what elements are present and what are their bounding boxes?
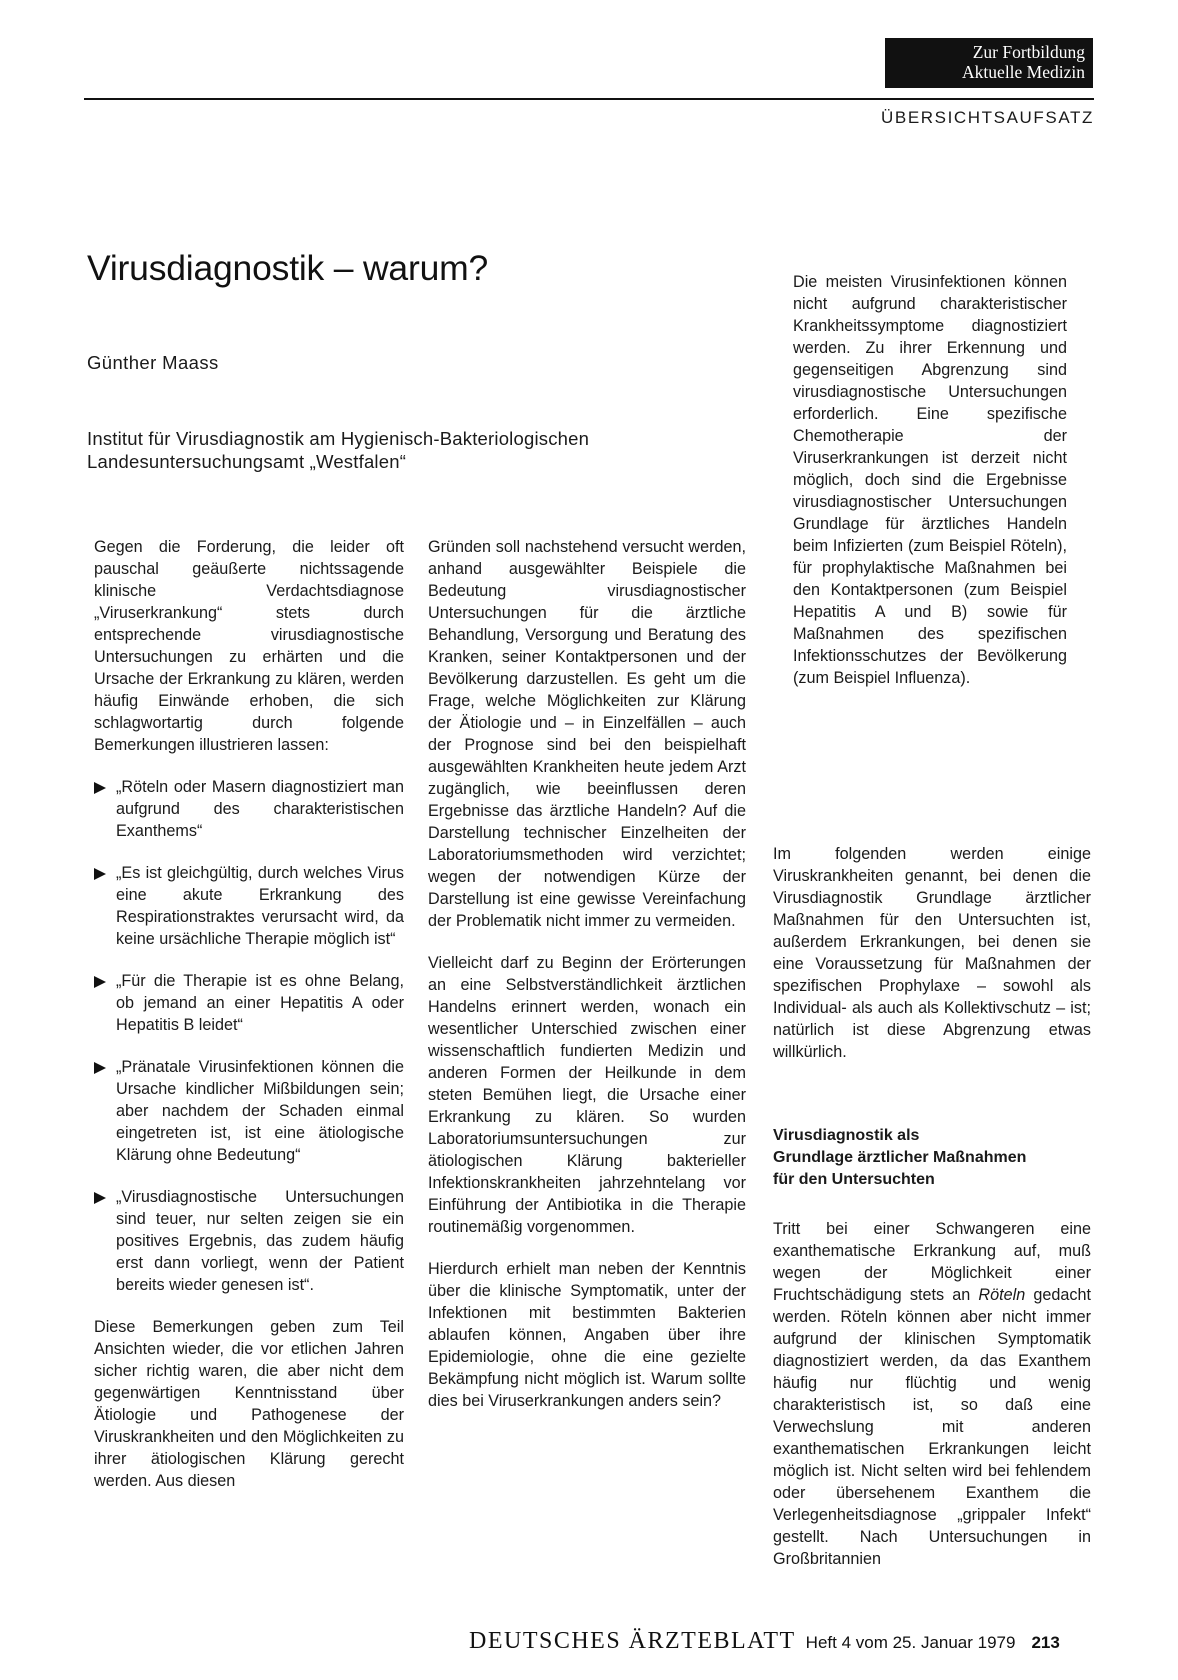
triangle-bullet-icon <box>94 868 106 880</box>
objection-text: „Pränatale Virusinfektionen können die Ursache kindlicher Mißbildungen sein; aber nachdem der Schaden einmal eingetreten ist, ist eine ätiologische Klärung ohne Bedeutung“ <box>116 1058 404 1164</box>
column-3-continued <box>773 1218 1091 1590</box>
body-paragraph: Im folgenden werden einige Viruskrankheiten genannt, bei denen die Virusdiagnostik Grundlage ärztlicher Maßnahmen für den Untersuchten ist, außerdem Erkrankungen, bei denen sie eine Voraussetzung für Maßnahmen der spezifischen Prophylaxe – sowohl als Individual- als auch als Kollektivschutz – ist; natürlich ist diese Abgrenzung etwas willkürlich. <box>773 845 1091 1061</box>
intro-paragraph: Gegen die Forderung, die leider oft pauschal geäußerte nichtssagende klinische Verdachtsdiagnose „Viruserkrankung“ stets durch entsprechende virusdiagnostische Untersuchungen zu erhärten und die Ursache der Erkrankung zu klären, werden häufig Einwände erhoben, die sich schlagwortartig durch folgende Bemerkungen illustrieren lassen: <box>94 538 404 754</box>
objection-text: „Für die Therapie ist es ohne Belang, ob jemand an einer Hepatitis A oder Hepatitis B leidet“ <box>116 972 404 1034</box>
affiliation-line-2: Landesuntersuchungsamt „Westfalen“ <box>87 451 407 472</box>
objection-item <box>94 776 404 842</box>
objection-text: „Es ist gleichgültig, durch welches Virus eine akute Erkrankung des Respirationstraktes verursacht wird, da keine ursächliche Therapie möglich ist“ <box>116 864 404 948</box>
heading-line-2: Grundlage ärztlicher Maßnahmen <box>773 1149 1027 1166</box>
column-3 <box>773 843 1091 1083</box>
body-paragraph: Vielleicht darf zu Beginn der Erörterungen an eine Selbstverständlichkeit ärztlichen Handelns erinnert werden, wonach ein wesentlicher Unterschied zwischen einer wissenschaftlich fundierten Medizin und anderen Formen der Heilkunde in dem steten Bemühen liegt, die Ursache einer Erkrankung zu klären. So wurden Laboratoriumsuntersuchungen zur ätiologischen Klärung bakterieller Infektionskrankheiten jahrzehntelang vor Einführung der Antibiotika in die Therapie routinemäßig vorgenommen. <box>428 954 746 1236</box>
triangle-bullet-icon <box>94 1192 106 1204</box>
page-number: 213 <box>1031 1633 1060 1652</box>
triangle-bullet-icon <box>94 976 106 988</box>
article-title: Virusdiagnostik – warum? <box>87 248 489 288</box>
page-footer <box>469 1628 1060 1655</box>
abstract <box>793 271 1067 709</box>
affiliation-line-1: Institut für Virusdiagnostik am Hygienisch-Bakteriologischen <box>87 428 590 449</box>
section-label: ÜBERSICHTSAUFSATZ <box>881 108 1094 127</box>
triangle-bullet-icon <box>94 782 106 794</box>
category-badge <box>885 38 1093 88</box>
badge-line-2: Aktuelle Medizin <box>962 62 1085 82</box>
triangle-bullet-icon <box>94 1062 106 1074</box>
column-2 <box>428 536 746 1432</box>
body-paragraph: Gründen soll nachstehend versucht werden, anhand ausgewählter Beispiele die Bedeutung virusdiagnostischer Untersuchungen für die ärztliche Behandlung, Versorgung und Beratung des Kranken, seiner Kontaktpersonen und der Bevölkerung darzustellen. Es geht um die Frage, welche Möglichkeiten zur Klärung der Ätiologie und – in Einzelfällen – auch der Prognose sind bei den beispielhaft ausgewählten Krankheiten heute jedem Arzt zugänglich, wie beeinflussen deren Ergebnisse das ärztliche Handeln? Auf die Darstellung technischer Einzelheiten der Laboratoriumsmethoden wird verzichtet; wegen der notwendigen Kürze der Darstellung ist eine gewisse Vereinfachung der Problematik nicht immer zu vermeiden. <box>428 538 746 930</box>
objection-item <box>94 1186 404 1296</box>
section-heading <box>773 1125 1091 1213</box>
body-paragraph: Hierdurch erhielt man neben der Kenntnis über die klinische Symptomatik, unter der Infektionen mit bestimmten Bakterien ablaufen können, Angaben über ihre Epidemiologie, ohne die eine gezielte Bekämpfung nicht möglich ist. Warum sollte dies bei Viruserkrankungen anders sein? <box>428 1260 746 1410</box>
header-rule <box>84 98 1094 100</box>
objection-text: „Röteln oder Masern diagnostiziert man aufgrund des charakteristischen Exanthems“ <box>116 778 404 840</box>
journal-name: DEUTSCHES ÄRZTEBLATT <box>469 1628 796 1654</box>
objection-item <box>94 862 404 950</box>
text-run: gedacht werden. Röteln können aber nicht immer aufgrund der klinischen Symptomatik diagnostiziert werden, da das Exanthem häufig nur flüchtig und wenig charakteristisch ist, so daß eine Verwechslung mit anderen exanthematischen Erkrankungen leicht möglich ist. Nicht selten wird bei fehlendem oder übersehenem Exanthem die Verlegenheitsdiagnose „grippaler Infekt“ gestellt. Nach Untersuchungen in Großbritannien <box>773 1286 1091 1568</box>
objection-item <box>94 1056 404 1166</box>
objection-item <box>94 970 404 1036</box>
badge-line-1: Zur Fortbildung <box>972 42 1085 62</box>
text-run: Tritt bei einer Schwangeren eine exanthematische Erkrankung auf, muß wegen der Möglichkeit einer Fruchtschädigung stets an <box>773 1220 1091 1304</box>
closing-paragraph: Diese Bemerkungen geben zum Teil Ansichten wieder, die vor etlichen Jahren sicher richtig waren, die aber nicht dem gegenwärtigen Kenntnisstand über Ätiologie und Pathogenese der Viruskrankheiten und den Möglichkeiten zu ihrer ätiologischen Klärung gerecht werden. Aus diesen <box>94 1318 404 1490</box>
issue-info: Heft 4 vom 25. Januar 1979 <box>805 1633 1016 1652</box>
body-paragraph <box>773 1218 1091 1570</box>
heading-line-1: Virusdiagnostik als <box>773 1127 920 1144</box>
article-affiliation <box>87 427 589 473</box>
objection-text: „Virusdiagnostische Untersuchungen sind teuer, nur selten zeigen sie ein positives Ergebnis, das zudem häufig erst dann vorliegt, wenn der Patient bereits wieder genesen ist“. <box>116 1188 404 1294</box>
italic-term: Röteln <box>978 1286 1026 1304</box>
article-author: Günther Maass <box>87 352 219 373</box>
abstract-text: Die meisten Virusinfektionen können nicht aufgrund charakteristischer Krankheitssymptome diagnostiziert werden. Zu ihrer Erkennung und gegenseitigen Abgrenzung sind virusdiagnostische Untersuchungen erforderlich. Eine spezifische Chemotherapie der Viruserkrankungen ist derzeit nicht möglich, doch sind die Ergebnisse virusdiagnostischer Untersuchungen Grundlage für ärztliches Handeln beim Infizierten (zum Beispiel Röteln), für prophylaktische Maßnahmen bei den Kontaktpersonen (zum Beispiel Hepatitis A und B) sowie für Maßnahmen des spezifischen Infektionsschutzes der Bevölkerung (zum Beispiel Influenza). <box>793 273 1067 687</box>
heading-line-3: für den Untersuchten <box>773 1171 935 1188</box>
column-1 <box>94 536 404 1512</box>
